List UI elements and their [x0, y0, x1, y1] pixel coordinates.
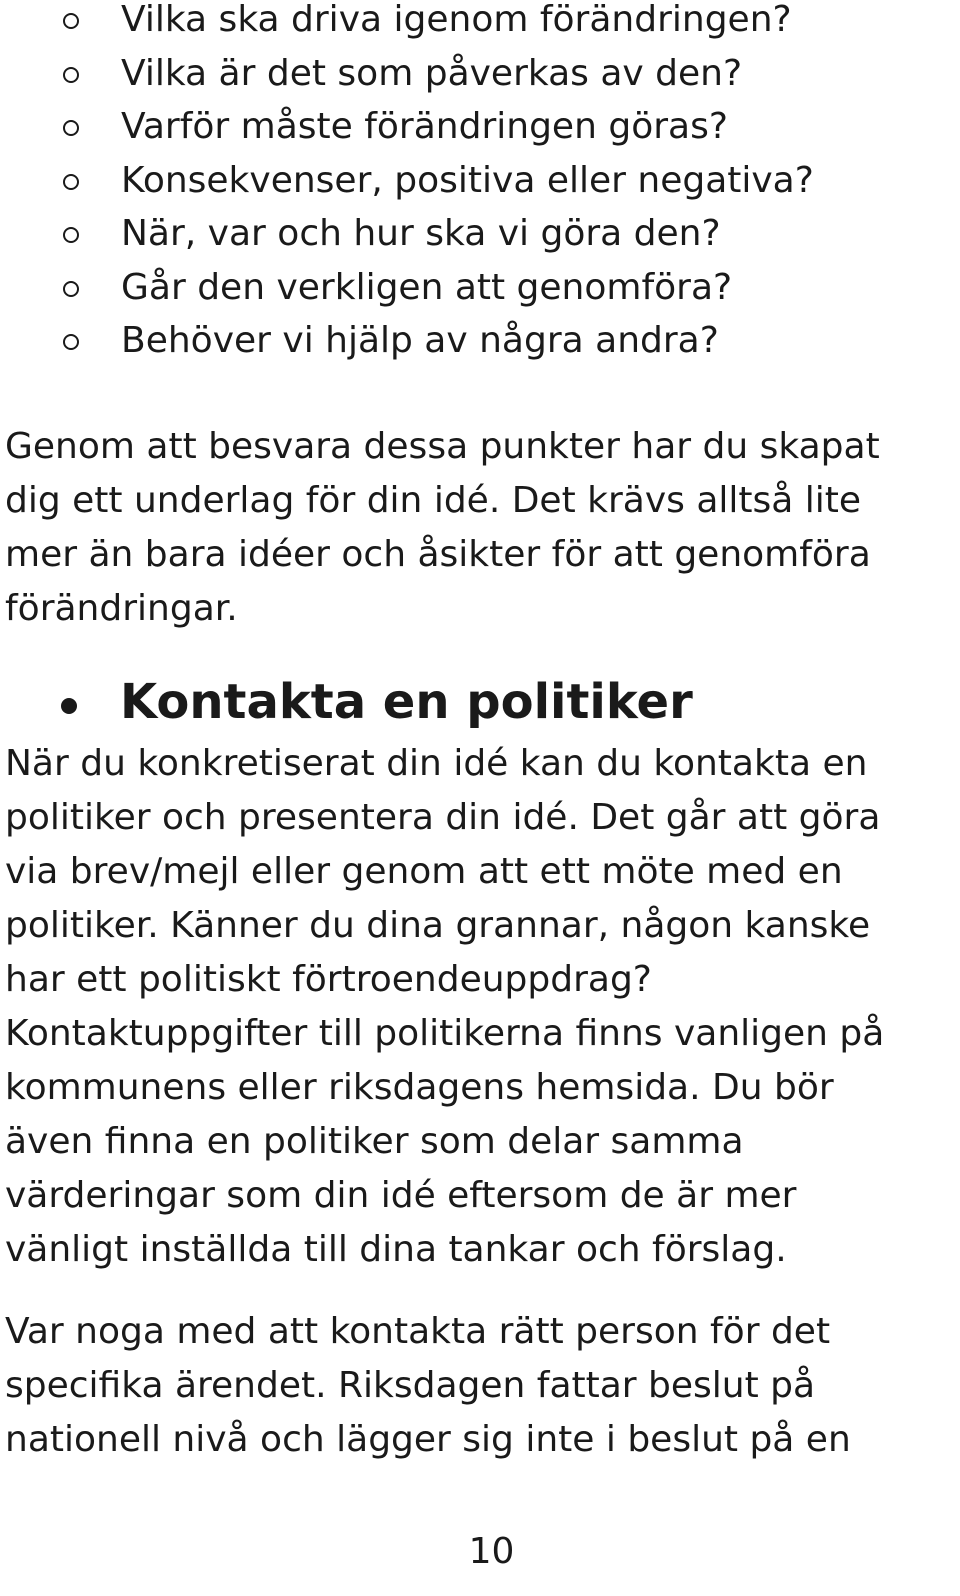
- paragraph-line: specifika ärendet. Riksdagen fattar beslut på: [5, 1365, 816, 1406]
- list-item: [0, 107, 960, 161]
- paragraph-line: vänligt inställda till dina tankar och förslag.: [5, 1229, 787, 1270]
- page-number: 10: [468, 1531, 515, 1572]
- section-heading-item: [0, 672, 960, 732]
- list-item: [0, 214, 960, 268]
- list-item-text: Vilka är det som påverkas av den?: [121, 52, 743, 94]
- paragraph-line: Var noga med att kontakta rätt person för det: [5, 1311, 831, 1352]
- list-item: [0, 54, 960, 108]
- section-heading: Kontakta en politiker: [120, 674, 693, 730]
- paragraph-line: kommunens eller riksdagens hemsida. Du bör: [5, 1067, 834, 1108]
- paragraph-line: politiker och presentera din idé. Det går att göra: [5, 797, 881, 838]
- list-item: [0, 321, 960, 375]
- hollow-bullet-icon: [63, 174, 79, 190]
- list-item-text: Vilka ska driva igenom förändringen?: [121, 0, 792, 40]
- list-item-text: När, var och hur ska vi göra den?: [121, 213, 721, 254]
- question-list: [0, 0, 960, 375]
- paragraph-line: Kontaktuppgifter till politikerna finns vanligen på: [5, 1013, 885, 1054]
- hollow-bullet-icon: [63, 227, 79, 243]
- paragraph-line: politiker. Känner du dina grannar, någon kanske: [5, 905, 871, 946]
- advice-paragraph: [5, 1305, 955, 1467]
- list-item: [0, 161, 960, 215]
- paragraph-line: värderingar som din idé eftersom de är mer: [5, 1175, 797, 1216]
- list-item-text: Går den verkligen att genomföra?: [121, 266, 733, 308]
- hollow-bullet-icon: [63, 13, 79, 29]
- paragraph-line: förändringar.: [5, 588, 238, 629]
- paragraph-line: Genom att besvara dessa punkter har du skapat: [5, 426, 880, 467]
- paragraph-line: har ett politiskt förtroendeuppdrag?: [5, 959, 652, 1000]
- list-item-text: Konsekvenser, positiva eller negativa?: [121, 159, 814, 201]
- hollow-bullet-icon: [63, 120, 79, 136]
- paragraph-line: När du konkretiserat din idé kan du kontakta en: [5, 743, 868, 784]
- list-item: [0, 268, 960, 322]
- contact-paragraph: [5, 737, 955, 1277]
- paragraph-line: dig ett underlag för din idé. Det krävs alltså lite: [5, 480, 862, 521]
- list-item: [0, 0, 960, 54]
- list-item-text: Varför måste förändringen göras?: [121, 106, 728, 147]
- list-item-text: Behöver vi hjälp av några andra?: [121, 320, 719, 361]
- summary-paragraph: [5, 420, 955, 636]
- paragraph-line: nationell nivå och lägger sig inte i beslut på en: [5, 1419, 851, 1460]
- paragraph-line: via brev/mejl eller genom att ett möte med en: [5, 851, 843, 892]
- hollow-bullet-icon: [63, 281, 79, 297]
- hollow-bullet-icon: [63, 67, 79, 83]
- paragraph-line: mer än bara idéer och åsikter för att genomföra: [5, 534, 871, 575]
- filled-bullet-icon: [61, 698, 77, 714]
- hollow-bullet-icon: [63, 334, 79, 350]
- paragraph-line: även finna en politiker som delar samma: [5, 1121, 744, 1162]
